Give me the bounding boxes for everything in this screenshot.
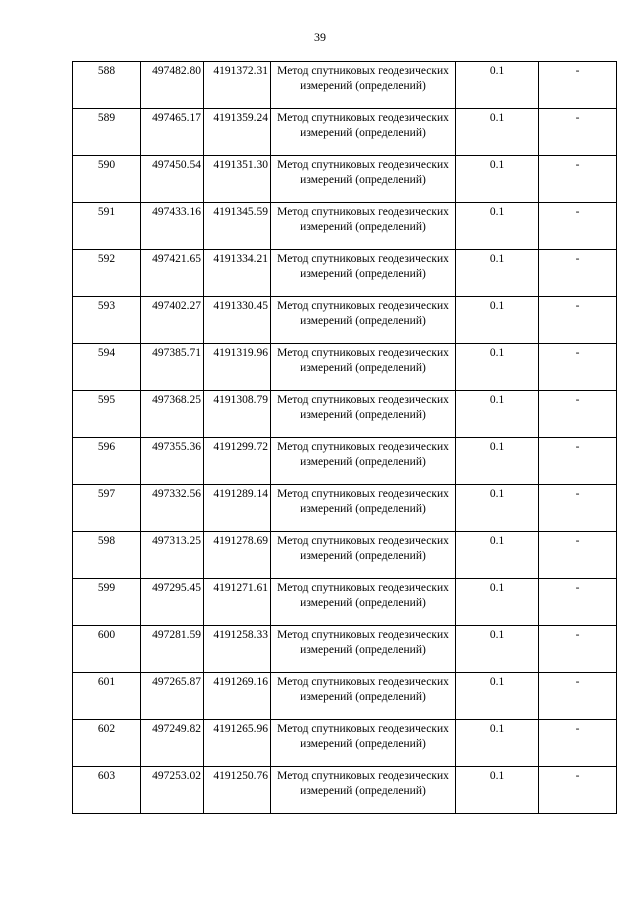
- table-row: [73, 109, 617, 156]
- point-number-cell: 596: [73, 438, 141, 485]
- extra-cell: -: [539, 720, 617, 767]
- coordinate-y-cell: 4191250.76: [204, 767, 271, 814]
- extra-cell: -: [539, 767, 617, 814]
- table-row: [73, 673, 617, 720]
- coordinate-x-cell: 497332.56: [141, 485, 204, 532]
- accuracy-cell: 0.1: [456, 438, 539, 485]
- point-number-cell: 601: [73, 673, 141, 720]
- table-row: [73, 720, 617, 767]
- coordinate-x-cell: 497253.02: [141, 767, 204, 814]
- coordinate-y-cell: 4191372.31: [204, 62, 271, 109]
- point-number-cell: 590: [73, 156, 141, 203]
- method-cell: Метод спутниковых геодезических измерений (определений): [271, 673, 456, 720]
- accuracy-cell: 0.1: [456, 579, 539, 626]
- point-number-cell: 593: [73, 297, 141, 344]
- accuracy-cell: 0.1: [456, 62, 539, 109]
- point-number-cell: 588: [73, 62, 141, 109]
- table-row: [73, 156, 617, 203]
- accuracy-cell: 0.1: [456, 297, 539, 344]
- table-row: [73, 297, 617, 344]
- point-number-cell: 600: [73, 626, 141, 673]
- table-row: [73, 532, 617, 579]
- table-row: [73, 344, 617, 391]
- method-cell: Метод спутниковых геодезических измерений (определений): [271, 579, 456, 626]
- extra-cell: -: [539, 579, 617, 626]
- extra-cell: -: [539, 391, 617, 438]
- coordinate-x-cell: 497385.71: [141, 344, 204, 391]
- coordinate-y-cell: 4191345.59: [204, 203, 271, 250]
- accuracy-cell: 0.1: [456, 156, 539, 203]
- extra-cell: -: [539, 485, 617, 532]
- point-number-cell: 603: [73, 767, 141, 814]
- extra-cell: -: [539, 62, 617, 109]
- accuracy-cell: 0.1: [456, 203, 539, 250]
- method-cell: Метод спутниковых геодезических измерений (определений): [271, 203, 456, 250]
- coordinate-x-cell: 497281.59: [141, 626, 204, 673]
- method-cell: Метод спутниковых геодезических измерений (определений): [271, 720, 456, 767]
- method-cell: Метод спутниковых геодезических измерений (определений): [271, 109, 456, 156]
- method-cell: Метод спутниковых геодезических измерений (определений): [271, 62, 456, 109]
- table-row: [73, 203, 617, 250]
- accuracy-cell: 0.1: [456, 109, 539, 156]
- coordinate-x-cell: 497421.65: [141, 250, 204, 297]
- accuracy-cell: 0.1: [456, 673, 539, 720]
- extra-cell: -: [539, 203, 617, 250]
- method-cell: Метод спутниковых геодезических измерений (определений): [271, 626, 456, 673]
- method-cell: Метод спутниковых геодезических измерений (определений): [271, 156, 456, 203]
- coordinate-y-cell: 4191330.45: [204, 297, 271, 344]
- point-number-cell: 599: [73, 579, 141, 626]
- method-cell: Метод спутниковых геодезических измерений (определений): [271, 344, 456, 391]
- extra-cell: -: [539, 156, 617, 203]
- method-cell: Метод спутниковых геодезических измерений (определений): [271, 532, 456, 579]
- table-row: [73, 391, 617, 438]
- coordinate-y-cell: 4191319.96: [204, 344, 271, 391]
- point-number-cell: 597: [73, 485, 141, 532]
- method-cell: Метод спутниковых геодезических измерений (определений): [271, 250, 456, 297]
- coordinate-y-cell: 4191258.33: [204, 626, 271, 673]
- coordinate-y-cell: 4191269.16: [204, 673, 271, 720]
- accuracy-cell: 0.1: [456, 767, 539, 814]
- method-cell: Метод спутниковых геодезических измерений (определений): [271, 485, 456, 532]
- coordinate-x-cell: 497265.87: [141, 673, 204, 720]
- coordinates-table-body: [73, 62, 617, 814]
- point-number-cell: 594: [73, 344, 141, 391]
- extra-cell: -: [539, 438, 617, 485]
- point-number-cell: 602: [73, 720, 141, 767]
- coordinate-y-cell: 4191289.14: [204, 485, 271, 532]
- coordinate-y-cell: 4191359.24: [204, 109, 271, 156]
- accuracy-cell: 0.1: [456, 485, 539, 532]
- coordinates-table: [72, 61, 617, 814]
- coordinate-x-cell: 497355.36: [141, 438, 204, 485]
- extra-cell: -: [539, 626, 617, 673]
- extra-cell: -: [539, 344, 617, 391]
- coordinate-x-cell: 497450.54: [141, 156, 204, 203]
- point-number-cell: 595: [73, 391, 141, 438]
- coordinate-x-cell: 497249.82: [141, 720, 204, 767]
- method-cell: Метод спутниковых геодезических измерений (определений): [271, 391, 456, 438]
- table-row: [73, 626, 617, 673]
- table-row: [73, 485, 617, 532]
- point-number-cell: 589: [73, 109, 141, 156]
- coordinate-x-cell: 497368.25: [141, 391, 204, 438]
- coordinate-y-cell: 4191299.72: [204, 438, 271, 485]
- table-row: [73, 767, 617, 814]
- coordinate-x-cell: 497295.45: [141, 579, 204, 626]
- accuracy-cell: 0.1: [456, 344, 539, 391]
- point-number-cell: 598: [73, 532, 141, 579]
- accuracy-cell: 0.1: [456, 720, 539, 767]
- coordinate-x-cell: 497465.17: [141, 109, 204, 156]
- coordinate-x-cell: 497482.80: [141, 62, 204, 109]
- table-row: [73, 62, 617, 109]
- coordinate-x-cell: 497433.16: [141, 203, 204, 250]
- coordinate-y-cell: 4191278.69: [204, 532, 271, 579]
- accuracy-cell: 0.1: [456, 626, 539, 673]
- table-row: [73, 438, 617, 485]
- method-cell: Метод спутниковых геодезических измерений (определений): [271, 438, 456, 485]
- coordinate-y-cell: 4191271.61: [204, 579, 271, 626]
- method-cell: Метод спутниковых геодезических измерений (определений): [271, 297, 456, 344]
- accuracy-cell: 0.1: [456, 532, 539, 579]
- coordinate-x-cell: 497313.25: [141, 532, 204, 579]
- accuracy-cell: 0.1: [456, 391, 539, 438]
- point-number-cell: 591: [73, 203, 141, 250]
- table-row: [73, 250, 617, 297]
- extra-cell: -: [539, 109, 617, 156]
- coordinate-y-cell: 4191351.30: [204, 156, 271, 203]
- extra-cell: -: [539, 297, 617, 344]
- extra-cell: -: [539, 673, 617, 720]
- coordinate-y-cell: 4191265.96: [204, 720, 271, 767]
- coordinate-y-cell: 4191334.21: [204, 250, 271, 297]
- page-number: 39: [314, 30, 326, 44]
- extra-cell: -: [539, 532, 617, 579]
- table-row: [73, 579, 617, 626]
- extra-cell: -: [539, 250, 617, 297]
- coordinate-y-cell: 4191308.79: [204, 391, 271, 438]
- accuracy-cell: 0.1: [456, 250, 539, 297]
- coordinate-x-cell: 497402.27: [141, 297, 204, 344]
- method-cell: Метод спутниковых геодезических измерений (определений): [271, 767, 456, 814]
- point-number-cell: 592: [73, 250, 141, 297]
